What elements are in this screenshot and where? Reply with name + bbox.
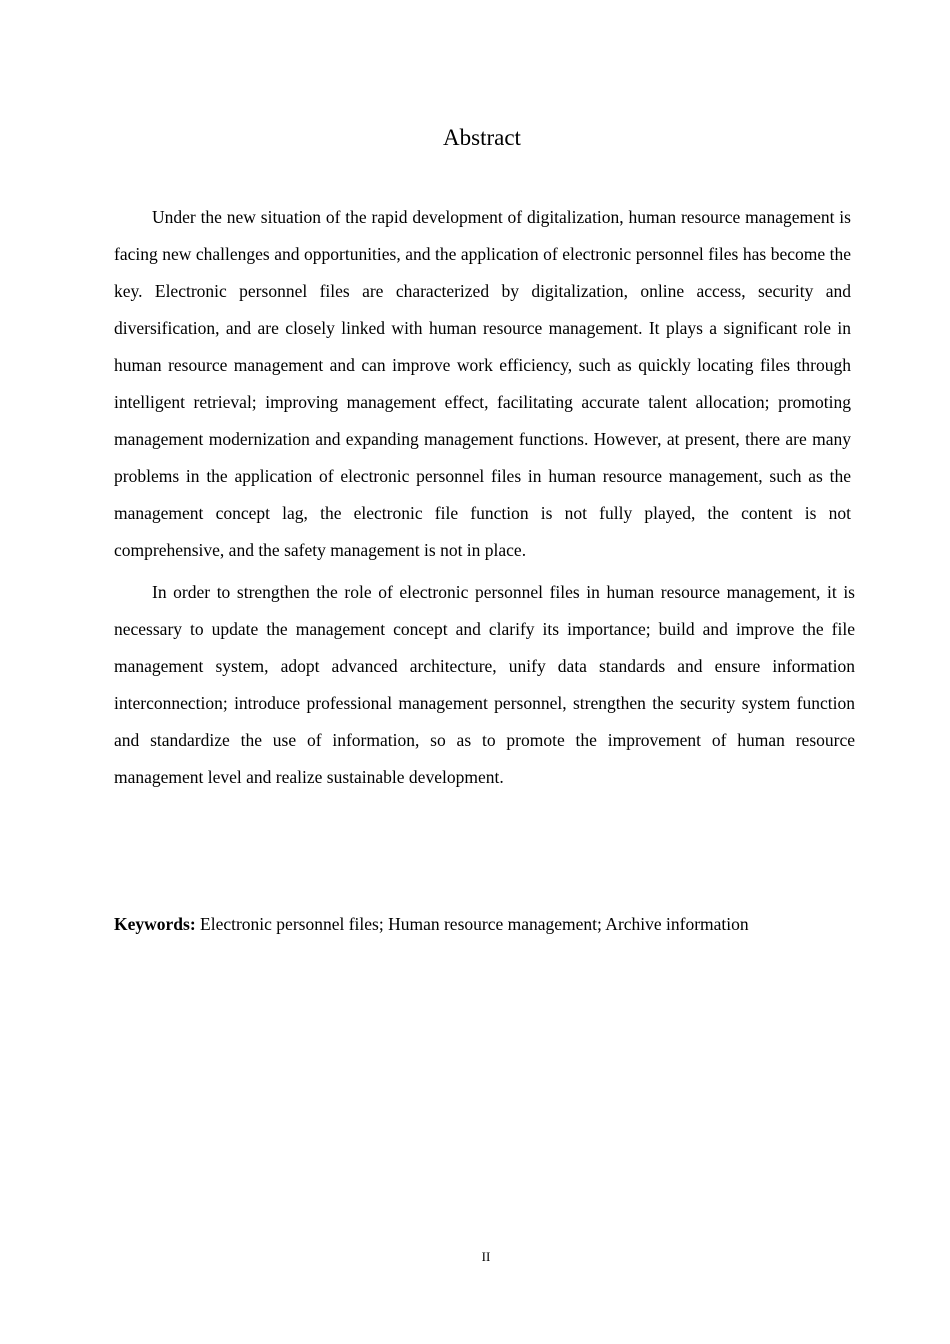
keywords-text: Electronic personnel files; Human resource management; Archive information [200,914,749,934]
abstract-body [114,199,855,796]
abstract-paragraph-2: In order to strengthen the role of electronic personnel files in human resource management, it is necessary to update the management concept and clarify its importance; build and improve the file management system, adopt advanced architecture, unify data standards and ensure information interconnection; introduce professional management personnel, strengthen the security system function and standardize the use of information, so as to promote the improvement of human resource management level and realize sustainable development. [114,582,855,787]
page-number: II [481,1249,491,1264]
keywords-label: Keywords: [114,914,196,934]
keywords-line [114,910,749,938]
abstract-title: Abstract [443,125,521,150]
abstract-paragraph-1: Under the new situation of the rapid development of digitalization, human resource management is facing new challenges and opportunities, and the application of electronic personnel files has become the key. Electronic personnel files are characterized by digitalization, online access, security and diversification, and are closely linked with human resource management. It plays a significant role in human resource management and can improve work efficiency, such as quickly locating files through intelligent retrieval; improving management effect, facilitating accurate talent allocation; promoting management modernization and expanding management functions. However, at present, there are many problems in the application of electronic personnel files in human resource management, such as the management concept lag, the electronic file function is not fully played, the content is not comprehensive, and the safety management is not in place. [114,207,851,560]
